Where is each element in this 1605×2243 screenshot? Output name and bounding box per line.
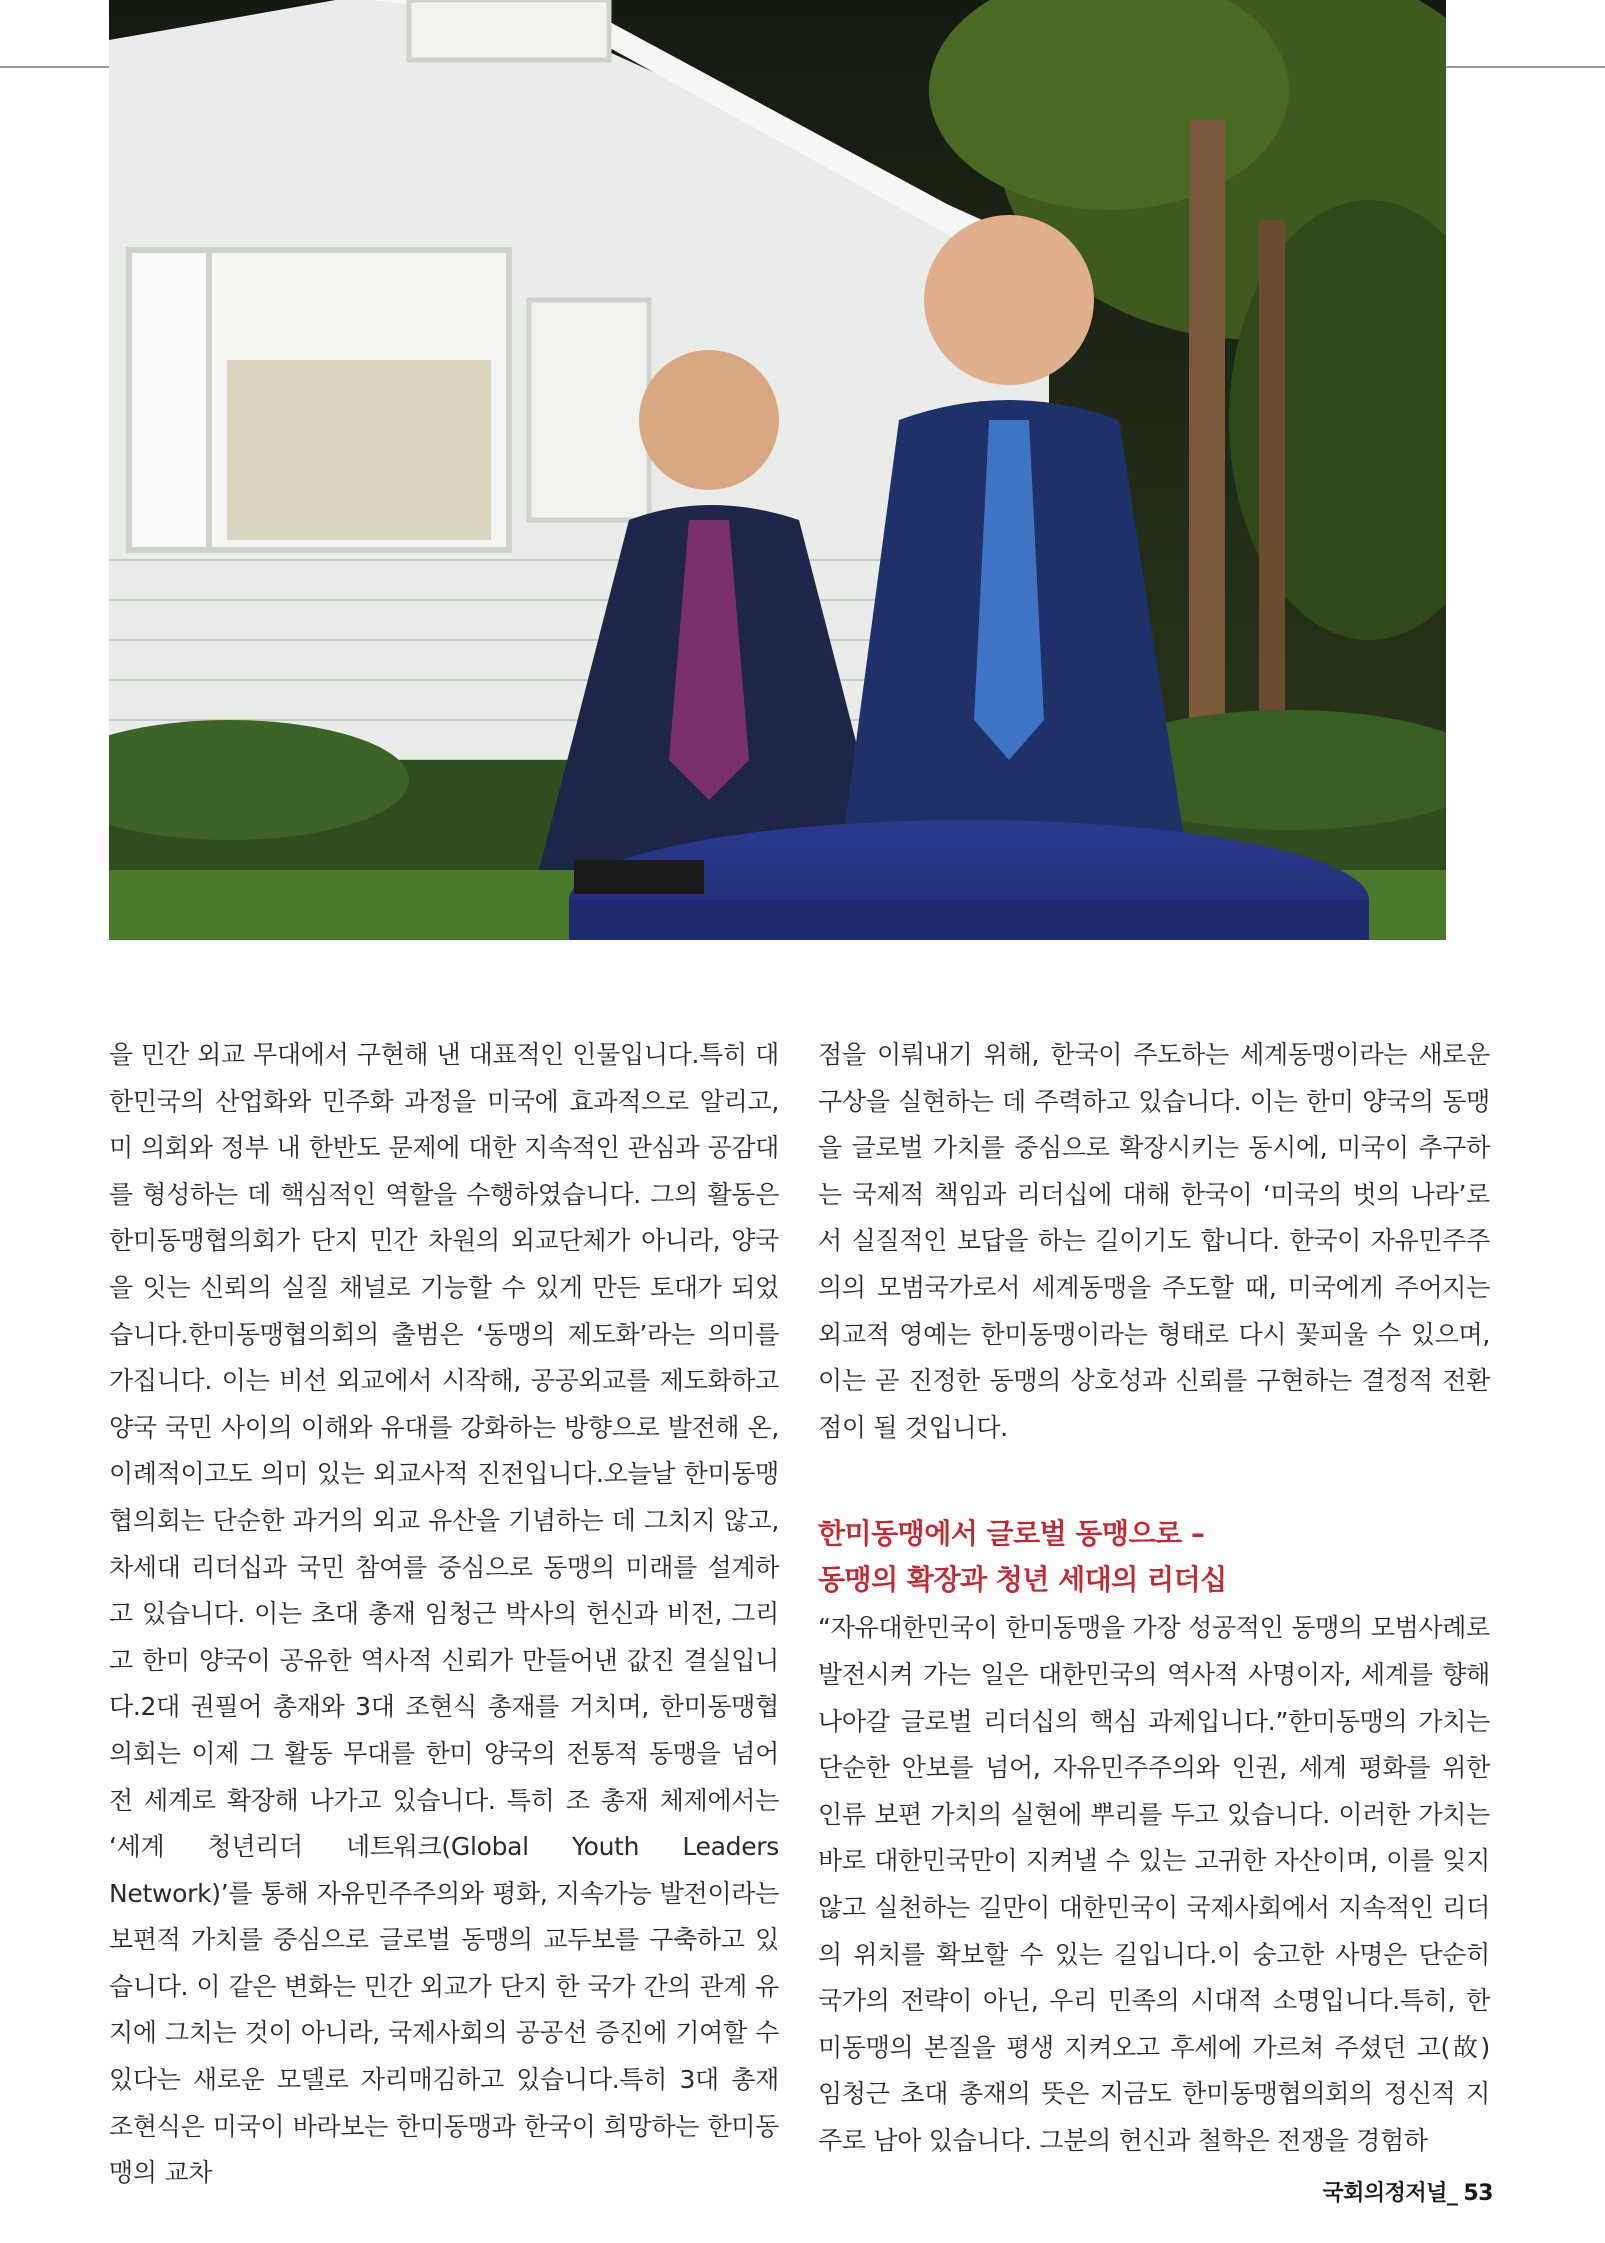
section-heading-line-1: 한미동맹에서 글로벌 동맹으로 – [818,1517,1205,1551]
section-heading-line-2: 동맹의 확장과 청년 세대의 리더십 [818,1563,1227,1597]
right-paragraph-2: “자유대한민국이 한미동맹을 가장 성공적인 동맹의 모범사례로 발전시켜 가는 일은 대한민국의 역사적 사명이자, 세계를 향해 나아갈 글로벌 리더십의 핵심 과제입니다.”한미동맹의 가치는 단순한 안보를 넘어, 자유민주주의와 인권, 세계 평화를 위한 인류 보편 가치의 실현에 뿌리를 두고 있습니다. 이러한 가치는 바로 대한민국만이 지켜낼 수 있는 고귀한 자산이며, 이를 잊지 않고 실천하는 길만이 대한민국이 국제사회에서 지속적인 리더의 위치를 확보할 수 있는 길입니다.이 숭고한 사명은 단순히 국가의 전략이 아닌, 우리 민족의 시대적 소명입니다.특히, 한미동맹의 본질을 평생 지켜오고 후세에 가르쳐 주셨던 고(故) 임청근 초대 총재의 뜻은 지금도 한미동맹협의회의 정신적 지주로 남아 있습니다. 그분의 헌신과 철학은 전쟁을 경험하 [818,1613,1490,2155]
page-footer [1322,2176,1493,2207]
section-heading [818,1511,1490,1603]
left-column-text: 을 민간 외교 무대에서 구현해 낸 대표적인 인물입니다.특히 대한민국의 산업화와 민주화 과정을 미국에 효과적으로 알리고, 미 의회와 정부 내 한반도 문제에 대한 지속적인 관심과 공감대를 형성하는 데 핵심적인 역할을 수행하였습니다. 그의 활동은 한미동맹협의회가 단지 민간 차원의 외교단체가 아니라, 양국을 잇는 신뢰의 실질 채널로 기능할 수 있게 만든 토대가 되었습니다.한미동맹협의회의 출범은 ‘동맹의 제도화’라는 의미를 가집니다. 이는 비선 외교에서 시작해, 공공외교를 제도화하고 양국 국민 사이의 이해와 유대를 강화하는 방향으로 발전해 온, 이례적이고도 의미 있는 외교사적 진전입니다.오늘날 한미동맹협의회는 단순한 과거의 외교 유산을 기념하는 데 그치지 않고, 차세대 리더십과 국민 참여를 중심으로 동맹의 미래를 설계하고 있습니다. 이는 초대 총재 임청근 박사의 헌신과 비전, 그리고 한미 양국이 공유한 역사적 신뢰가 만들어낸 값진 결실입니다.2대 권필어 총재와 3대 조현식 총재를 거치며, 한미동맹협의회는 이제 그 활동 무대를 한미 양국의 전통적 동맹을 넘어 전 세계로 확장해 나가고 있습니다. 특히 조 총재 체제에서는 ‘세계 청년리더 네트워크(Global Youth Leaders Network)’를 통해 자유민주주의와 평화, 지속가능 발전이라는 보편적 가치를 중심으로 글로벌 동맹의 교두보를 구축하고 있습니다. 이 같은 변화는 민간 외교가 단지 한 국가 간의 관계 유지에 그치는 것이 아니라, 국제사회의 공공선 증진에 기여할 수 있다는 새로운 모델로 자리매김하고 있습니다.특히 3대 총재 조현식은 미국이 바라보는 한미동맹과 한국이 희망하는 한미동맹의 교차 [109,1040,779,2188]
article-left-column [109,1032,779,2197]
page-number: 53 [1463,2181,1493,2206]
article-right-column [818,1032,1490,2164]
right-paragraph-1: 점을 이뤄내기 위해, 한국이 주도하는 세계동맹이라는 새로운 구상을 실현하는 데 주력하고 있습니다. 이는 한미 양국의 동맹을 글로벌 가치를 중심으로 확장시키는 동시에, 미국이 추구하는 국제적 책임과 리더십에 대해 한국이 ‘미국의 벗의 나라’로서 실질적인 보답을 하는 길이기도 합니다. 한국이 자유민주주의의 모범국가로서 세계동맹을 주도할 때, 미국에게 주어지는 외교적 영예는 한미동맹이라는 형태로 다시 꽃피울 수 있으며, 이는 곧 진정한 동맹의 상호성과 신뢰를 구현하는 결정적 전환점이 될 것입니다. [818,1040,1490,1442]
publication-name: 국회의정저널_ [1322,2181,1458,2206]
article-photo [109,0,1446,940]
